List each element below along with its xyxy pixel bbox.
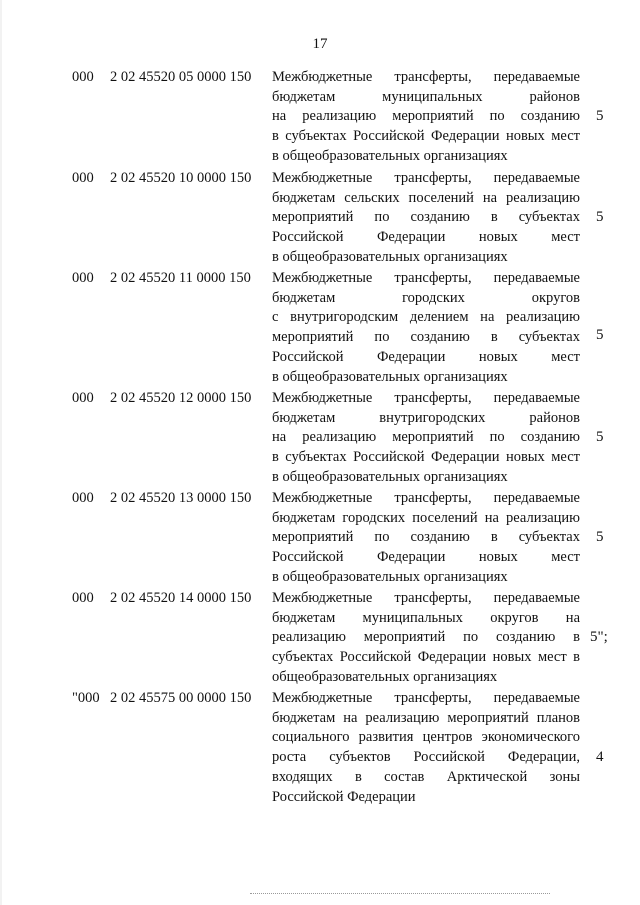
description-line: Межбюджетные трансферты, передаваемые bbox=[272, 69, 580, 85]
revenue-description bbox=[272, 689, 580, 807]
description-line: бюджетам сельских поселений на реализацию bbox=[272, 189, 580, 206]
description-line: на реализацию мероприятий по созданию bbox=[272, 108, 580, 125]
revenue-description bbox=[272, 269, 580, 387]
admin-code: 000 bbox=[72, 69, 94, 85]
admin-code: 000 bbox=[72, 170, 94, 186]
description-line: бюджетам муниципальных округов на bbox=[272, 609, 580, 626]
description-line: Российской Федерации новых мест bbox=[272, 229, 580, 246]
description-line: общеобразовательных организациях bbox=[272, 668, 498, 685]
description-line: на реализацию мероприятий по созданию bbox=[272, 429, 580, 446]
description-line: бюджетам на реализацию мероприятий планов bbox=[272, 709, 580, 726]
description-line: в общеобразовательных организациях bbox=[272, 147, 508, 164]
description-line: в общеобразовательных организациях bbox=[272, 368, 508, 385]
description-line: с внутригородским делением на реализацию bbox=[272, 309, 580, 326]
standard-percent-value: 5 bbox=[596, 209, 604, 225]
description-line: Межбюджетные трансферты, передаваемые bbox=[272, 690, 580, 706]
description-line: мероприятий по созданию в субъектах bbox=[272, 529, 580, 546]
admin-code: 000 bbox=[72, 270, 94, 286]
page-number: 17 bbox=[312, 36, 328, 52]
admin-code: 000 bbox=[72, 390, 94, 406]
description-line: субъектах Российской Федерации новых мест в bbox=[272, 649, 580, 666]
description-line: входящих в состав Арктической зоны bbox=[272, 768, 580, 785]
standard-percent-value: 5 bbox=[596, 429, 604, 445]
revenue-description bbox=[272, 589, 580, 688]
description-line: бюджетам городских поселений на реализацию bbox=[272, 509, 580, 526]
revenue-description bbox=[272, 489, 580, 588]
description-line: бюджетам муниципальных районов bbox=[272, 88, 580, 105]
admin-code: "000 bbox=[72, 690, 100, 706]
description-line: бюджетам городских округов bbox=[272, 289, 580, 306]
description-line: мероприятий по созданию в субъектах bbox=[272, 329, 580, 346]
description-line: Межбюджетные трансферты, передаваемые bbox=[272, 170, 580, 186]
description-line: мероприятий по созданию в субъектах bbox=[272, 209, 580, 226]
description-line: социального развития центров экономического bbox=[272, 729, 580, 746]
description-line: Межбюджетные трансферты, передаваемые bbox=[272, 390, 580, 406]
budget-classification-code: 2 02 45520 13 0000 150 bbox=[110, 490, 252, 506]
description-line: роста субъектов Российской Федерации, bbox=[272, 749, 580, 766]
standard-percent-value: 5"; bbox=[590, 629, 608, 645]
description-line: бюджетам внутригородских районов bbox=[272, 409, 580, 426]
revenue-description bbox=[272, 169, 580, 268]
description-line: в общеобразовательных организациях bbox=[272, 468, 508, 485]
scan-artifact-line bbox=[250, 893, 550, 894]
budget-classification-code: 2 02 45520 10 0000 150 bbox=[110, 170, 252, 186]
revenue-description bbox=[272, 389, 580, 488]
description-line: Межбюджетные трансферты, передаваемые bbox=[272, 490, 580, 506]
description-line: Межбюджетные трансферты, передаваемые bbox=[272, 590, 580, 606]
admin-code: 000 bbox=[72, 490, 94, 506]
description-line: в общеобразовательных организациях bbox=[272, 248, 508, 265]
description-line: Российской Федерации новых мест bbox=[272, 549, 580, 566]
budget-classification-code: 2 02 45520 11 0000 150 bbox=[110, 270, 251, 286]
budget-classification-code: 2 02 45520 14 0000 150 bbox=[110, 590, 252, 606]
revenue-description bbox=[272, 68, 580, 167]
description-line: в общеобразовательных организациях bbox=[272, 568, 508, 585]
description-line: Российской Федерации новых мест bbox=[272, 348, 580, 365]
standard-percent-value: 4 bbox=[596, 749, 604, 765]
admin-code: 000 bbox=[72, 590, 94, 606]
description-line: в субъектах Российской Федерации новых мест bbox=[272, 449, 580, 466]
standard-percent-value: 5 bbox=[596, 108, 604, 124]
budget-classification-code: 2 02 45520 12 0000 150 bbox=[110, 390, 252, 406]
description-line: Российской Федерации bbox=[272, 788, 416, 805]
scan-edge bbox=[0, 0, 2, 905]
description-line: реализацию мероприятий по созданию в bbox=[272, 629, 580, 646]
description-line: Межбюджетные трансферты, передаваемые bbox=[272, 270, 580, 286]
standard-percent-value: 5 bbox=[596, 529, 604, 545]
standard-percent-value: 5 bbox=[596, 327, 604, 343]
budget-classification-code: 2 02 45520 05 0000 150 bbox=[110, 69, 252, 85]
description-line: в субъектах Российской Федерации новых мест bbox=[272, 128, 580, 145]
budget-classification-code: 2 02 45575 00 0000 150 bbox=[110, 690, 252, 706]
